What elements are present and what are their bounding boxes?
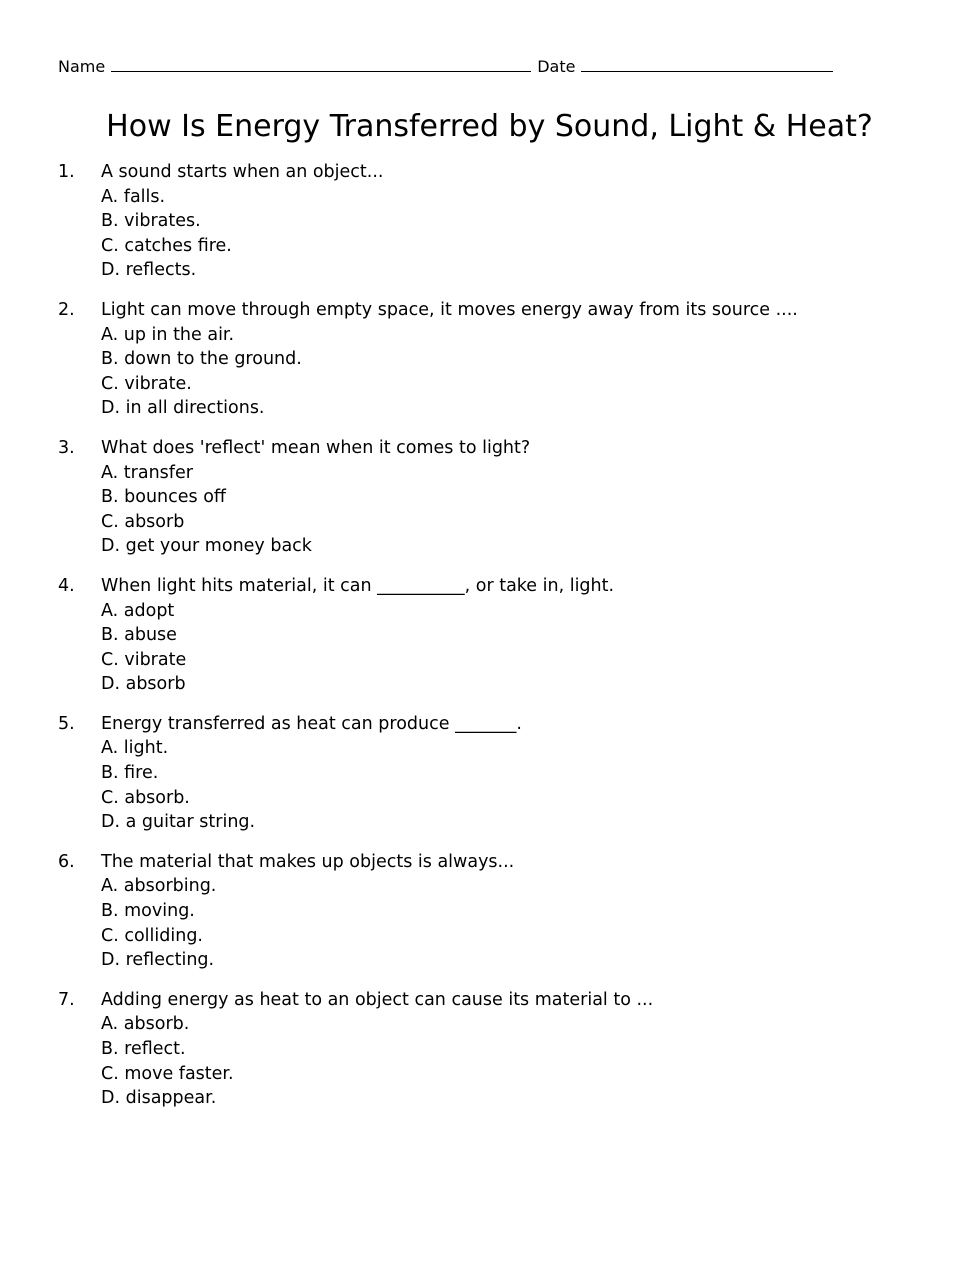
- question-text: A sound starts when an object...: [101, 162, 384, 182]
- answer-options: [101, 323, 958, 421]
- answer-option[interactable]: D. in all directions.: [101, 398, 265, 419]
- question-item: [58, 850, 958, 973]
- answer-option[interactable]: A. absorbing.: [101, 876, 217, 897]
- question-text: What does 'reflect' mean when it comes to light?: [101, 437, 531, 458]
- answer-option[interactable]: B. bounces off: [101, 487, 226, 508]
- question-item: [58, 436, 958, 559]
- question-number: 2.: [58, 299, 75, 320]
- answer-option[interactable]: C. catches fire.: [101, 235, 232, 256]
- answer-option[interactable]: C. vibrate: [101, 649, 187, 670]
- answer-option[interactable]: D. disappear.: [101, 1088, 217, 1109]
- answer-option[interactable]: C. absorb.: [101, 787, 190, 808]
- name-date-header: [58, 57, 833, 77]
- answer-option[interactable]: D. absorb: [101, 674, 186, 695]
- answer-option[interactable]: B. reflect.: [101, 1039, 186, 1059]
- question-number: 4.: [58, 575, 75, 596]
- answer-options: [101, 874, 958, 972]
- name-label: Name: [58, 57, 106, 76]
- answer-option[interactable]: C. vibrate.: [101, 373, 192, 394]
- answer-option[interactable]: C. absorb: [101, 511, 185, 532]
- answer-option[interactable]: A. falls.: [101, 186, 166, 207]
- question-number: 7.: [58, 989, 75, 1010]
- answer-option[interactable]: C. move faster.: [101, 1063, 234, 1084]
- answer-option[interactable]: D. reflects.: [101, 260, 197, 281]
- question-text: Energy transferred as heat can produce _______.: [101, 713, 522, 734]
- question-number: 1.: [58, 162, 75, 182]
- answer-option[interactable]: C. colliding.: [101, 925, 203, 946]
- question-list: [58, 160, 958, 1126]
- date-field-line[interactable]: [581, 57, 833, 72]
- date-label: Date: [537, 57, 576, 76]
- answer-options: [101, 1012, 958, 1110]
- page-title: How Is Energy Transferred by Sound, Light & Heat?: [106, 109, 873, 144]
- question-item: [58, 574, 958, 697]
- name-field-line[interactable]: [111, 57, 531, 72]
- answer-option[interactable]: A. absorb.: [101, 1014, 190, 1035]
- question-text: The material that makes up objects is always...: [101, 851, 515, 872]
- answer-option[interactable]: A. adopt: [101, 600, 175, 621]
- answer-option[interactable]: A. light.: [101, 738, 169, 759]
- question-text: Light can move through empty space, it moves energy away from its source ....: [101, 299, 798, 320]
- question-item: [58, 160, 958, 283]
- answer-options: [101, 461, 958, 559]
- answer-options: [101, 185, 958, 283]
- question-item: [58, 988, 958, 1111]
- answer-option[interactable]: B. fire.: [101, 763, 159, 784]
- question-item: [58, 712, 958, 835]
- answer-option[interactable]: A. up in the air.: [101, 324, 235, 345]
- question-text: Adding energy as heat to an object can cause its material to ...: [101, 989, 654, 1010]
- question-number: 5.: [58, 713, 75, 734]
- answer-option[interactable]: D. reflecting.: [101, 950, 215, 971]
- answer-option[interactable]: D. get your money back: [101, 536, 312, 557]
- answer-option[interactable]: B. abuse: [101, 625, 177, 646]
- answer-option[interactable]: A. transfer: [101, 462, 193, 483]
- answer-option[interactable]: B. vibrates.: [101, 211, 201, 232]
- question-text: When light hits material, it can __________, or take in, light.: [101, 575, 615, 596]
- answer-option[interactable]: B. moving.: [101, 901, 195, 922]
- answer-option[interactable]: D. a guitar string.: [101, 812, 256, 833]
- question-number: 3.: [58, 437, 75, 458]
- question-item: [58, 298, 958, 421]
- answer-options: [101, 736, 958, 834]
- answer-option[interactable]: B. down to the ground.: [101, 349, 302, 370]
- question-number: 6.: [58, 851, 75, 872]
- answer-options: [101, 599, 958, 697]
